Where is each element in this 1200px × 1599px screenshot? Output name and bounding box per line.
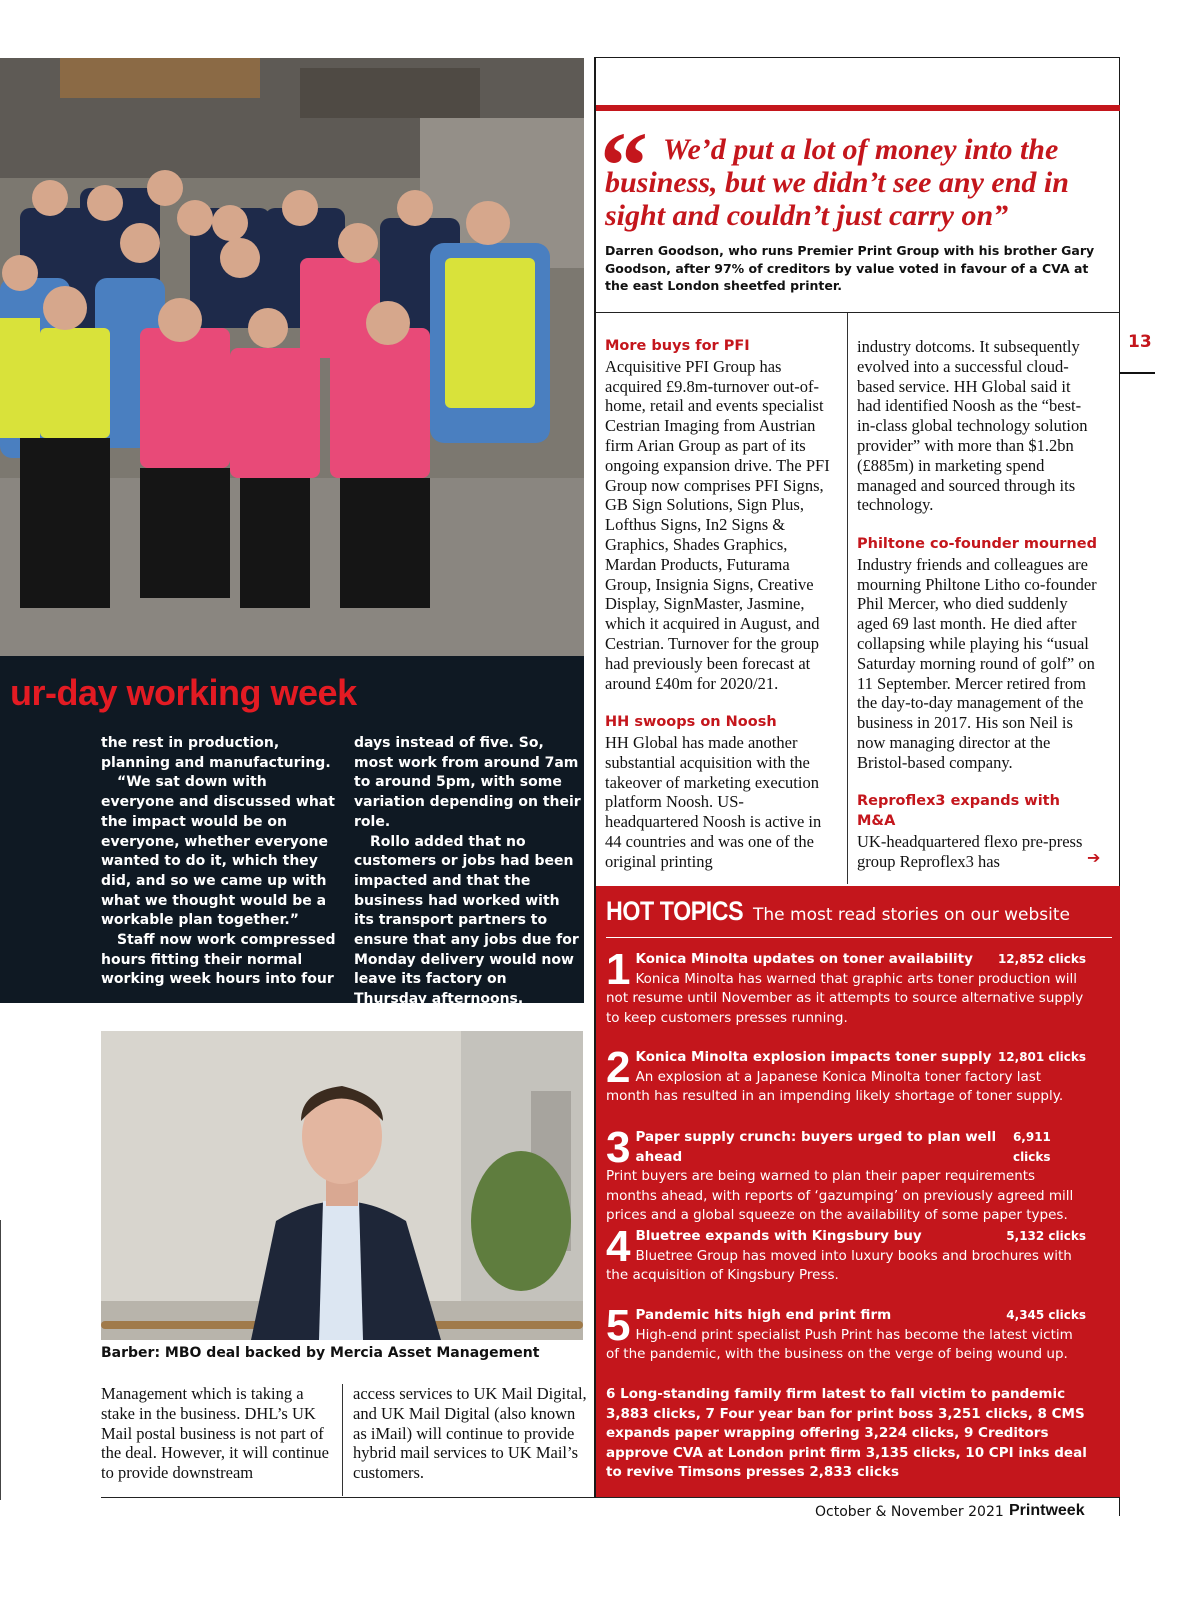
page-number: 13 bbox=[1128, 332, 1152, 352]
hot-topic-summary: Bluetree Group has moved into luxury books and brochures with the acquisition of Kingsbury Press. bbox=[606, 1247, 1072, 1284]
more-topic-clicks: 2,833 clicks bbox=[809, 1464, 900, 1481]
magazine-name: Printweek bbox=[1009, 1502, 1085, 1519]
hot-topic-summary: High-end print specialist Push Print has become the latest victim of the pandemic, with the business on the verge of being wound up. bbox=[606, 1326, 1073, 1363]
feature-headline: ur-day working week bbox=[10, 672, 357, 713]
article-column-continued-2: access services to UK Mail Digital, and UK Mail Digital (also known as iMail) will continue to provide hybrid mail services to UK Mail’s customers. bbox=[353, 1384, 587, 1483]
more-topic-title: Long-standing family firm latest to fall victim to pandemic bbox=[620, 1386, 1066, 1402]
portrait-photo bbox=[101, 1031, 583, 1340]
more-topic-clicks: 3,883 clicks bbox=[606, 1405, 696, 1422]
feature-paragraph: days instead of five. So, most work from around 7am to around 5pm, with some variation depending on their role. bbox=[354, 735, 581, 830]
more-topic-rank: 6 bbox=[606, 1386, 616, 1402]
more-topic-rank: 8 bbox=[1037, 1405, 1047, 1422]
feature-column-2 bbox=[354, 734, 584, 1010]
more-topic-title: CMS expands paper wrapping offering bbox=[606, 1405, 1085, 1442]
news-column-2 bbox=[857, 337, 1097, 872]
hot-topic-clicks: 4,345 clicks bbox=[1006, 1308, 1086, 1322]
article-column-continued-1: Management which is taking a stake in the business. DHL’s UK Mail postal business is not part of the deal. However, it will continue to provide downstream bbox=[101, 1384, 329, 1483]
more-topic-clicks: 3,251 clicks bbox=[938, 1405, 1028, 1422]
footer-rule bbox=[101, 1497, 1120, 1498]
hot-topic-rank: 4 bbox=[606, 1222, 631, 1271]
quote-rule bbox=[596, 312, 1120, 313]
more-topic-clicks: 3,135 clicks bbox=[865, 1444, 956, 1461]
hot-topics-rule bbox=[606, 937, 1112, 938]
quote-mark: “ bbox=[600, 112, 648, 219]
hot-topic-rank: 2 bbox=[606, 1043, 631, 1092]
hot-topic-item bbox=[606, 1123, 1086, 1226]
hot-topic-rank: 3 bbox=[606, 1123, 631, 1172]
feature-column-1 bbox=[101, 734, 336, 990]
hot-topic-summary: Print buyers are being warned to plan their paper requirements months ahead, with reports of ‘gazumping’ on previously agreed mill prices and a global squeeze on the availability of some paper types. bbox=[606, 1168, 1074, 1224]
hot-topic-clicks: 12,801 clicks bbox=[997, 1050, 1086, 1064]
feature-paragraph: the rest in production, planning and manufacturing. bbox=[101, 735, 331, 771]
hot-topic-summary: An explosion at a Japanese Konica Minolta toner factory last month has resulted in an impending likely shortage of toner supply. bbox=[606, 1068, 1064, 1105]
hot-topic-headline: Pandemic hits high end print firm bbox=[635, 1307, 892, 1323]
news-body: UK-headquartered flexo pre-press group Reproflex3 has bbox=[857, 831, 1083, 871]
more-topic-rank: 10 bbox=[965, 1444, 985, 1461]
issue-date: October & November 2021 bbox=[815, 1504, 1004, 1520]
feature-paragraph: “We sat down with everyone and discussed what the impact would be on everyone, whether everyone wanted to do it, which they did, and so we came up with what we thought would be a workable plan together.” bbox=[101, 774, 335, 929]
pull-quote: We’d put a lot of money into the business, but we didn’t see any end in sight and couldn’t just carry on” bbox=[605, 133, 1069, 232]
hot-topics-title: HOT TOPICS bbox=[606, 896, 744, 926]
more-topic-rank: 7 bbox=[705, 1405, 715, 1422]
hot-topic-rank: 1 bbox=[606, 945, 631, 994]
page-number-rule bbox=[1120, 372, 1155, 374]
hot-topic-headline: Konica Minolta updates on toner availability bbox=[635, 951, 973, 967]
more-topic-rank: 9 bbox=[963, 1425, 974, 1442]
hot-topic-item bbox=[606, 945, 1086, 1028]
hot-topic-item bbox=[606, 1222, 1086, 1286]
news-headline: More buys for PFI bbox=[605, 338, 750, 354]
news-body: industry dotcoms. It subsequently evolved into a successful cloud-based service. HH Global said it had identified Noosh as the “best-in-class global technology solution provider” with more than $1.2bn (£885m) in marketing spend managed and sourced through its technology. bbox=[857, 337, 1088, 515]
more-topic-title: Four year ban for print boss bbox=[719, 1405, 934, 1422]
hot-topic-headline: Konica Minolta explosion impacts toner supply bbox=[635, 1049, 992, 1065]
hot-topic-item bbox=[606, 1043, 1086, 1107]
hot-topic-summary: Konica Minolta has warned that graphic arts toner production will not resume until November as it attempts to source alternative supply to keep customers presses running. bbox=[606, 970, 1084, 1026]
news-headline: Philtone co-founder mourned bbox=[857, 535, 1097, 552]
portrait-caption: Barber: MBO deal backed by Mercia Asset Management bbox=[101, 1345, 540, 1361]
hot-topics-subtitle: The most read stories on our website bbox=[753, 905, 1070, 925]
news-headline: Reproflex3 expands with M&A bbox=[857, 793, 1060, 830]
column-divider bbox=[847, 313, 848, 884]
hot-topic-headline: Paper supply crunch: buyers urged to plan well ahead bbox=[635, 1129, 997, 1165]
hot-topic-headline: Bluetree expands with Kingsbury buy bbox=[635, 1228, 922, 1244]
column-divider bbox=[342, 1384, 343, 1496]
hot-topic-item bbox=[606, 1301, 1086, 1365]
team-photo bbox=[0, 58, 584, 656]
more-topic-title: CPI inks deal to revive Timsons presses bbox=[606, 1444, 1087, 1481]
hot-topic-rank: 5 bbox=[606, 1301, 631, 1350]
hot-topic-clicks: 6,911 clicks bbox=[1012, 1130, 1051, 1164]
more-topic-clicks: 3,224 clicks bbox=[864, 1425, 955, 1442]
page-edge-rule bbox=[0, 1220, 1, 1500]
hot-topic-clicks: 12,852 clicks bbox=[997, 952, 1086, 966]
sidebar-frame-top bbox=[594, 57, 1120, 58]
portrait-illustration bbox=[101, 1031, 583, 1340]
feature-paragraph: Rollo added that no customers or jobs had been impacted and that the business had worked with its transport partners to ensure that any jobs due for Monday delivery would now leave its factory on Thursday afternoons. bbox=[354, 833, 579, 1008]
news-body: HH Global has made another substantial acquisition with the takeover of marketing execution platform Noosh. US-headquartered Noosh is active in 44 countries and was one of the original printing bbox=[605, 732, 822, 871]
news-body: Acquisitive PFI Group has acquired £9.8m-turnover out-of-home, retail and events specialist Cestrian Imaging from Austrian firm Arian Group as part of its ongoing expansion drive. The PFI Group now comprises PFI Signs, GB Sign Solutions, Sign Plus, Lofthus Signs, In2 Signs & Graphics, Shades Graphics, Mardan Products, Futurama Group, Insignia Signs, Creative Display, SignMaster, Jasmine, which it acquired in August, and Cestrian. Turnover for the group had previously been forecast at around £40m for 2020/21. bbox=[605, 356, 830, 693]
hot-topic-clicks: 5,132 clicks bbox=[1006, 1229, 1086, 1243]
feature-paragraph: Staff now work compressed hours fitting their normal working week hours into four bbox=[101, 932, 336, 988]
hot-topics-more-list: 6 Long-standing family firm latest to fall victim to pandemic 3,883 clicks, 7 Four year ban for print boss 3,251 clicks, 8 CMS expands paper wrapping offering 3,224 clicks, 9 Creditors approve CVA at London print firm 3,135 clicks, 10 CPI inks deal to revive Timsons presses 2,833 clicks bbox=[606, 1386, 1087, 1481]
more-topic-title: Creditors approve CVA at London print firm bbox=[606, 1425, 1049, 1461]
news-body: Industry friends and colleagues are mourning Philtone Litho co-founder Phil Mercer, who died suddenly aged 69 last month. He died after collapsing while playing his “usual Saturday morning round of golf” on 11 September. Mercer retired from the day-to-day management of the business in 2017. His son Neil is now managing director at the Bristol-based company. bbox=[857, 554, 1097, 772]
team-photo-illustration bbox=[0, 58, 584, 656]
news-column-1 bbox=[605, 337, 837, 872]
quote-attribution: Darren Goodson, who runs Premier Print Group with his brother Gary Goodson, after 97% of creditors by value voted in favour of a CVA at the east London sheetfed printer. bbox=[605, 243, 1095, 293]
continue-arrow-icon: ➔ bbox=[1087, 848, 1101, 867]
news-headline: HH swoops on Noosh bbox=[605, 714, 777, 731]
quote-accent-bar bbox=[596, 105, 1120, 111]
